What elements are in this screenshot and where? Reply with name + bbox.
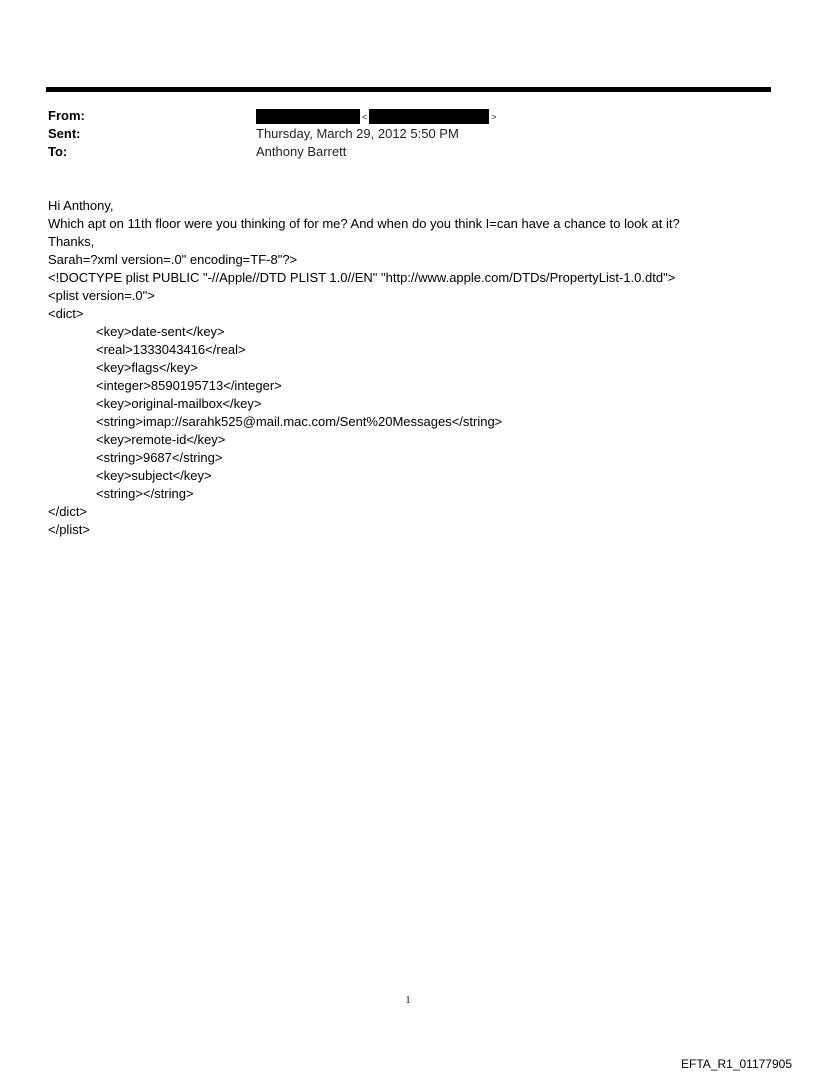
sent-label: Sent: [48, 126, 81, 141]
body-line: Thanks, [48, 234, 95, 249]
from-row [48, 107, 768, 125]
to-row [48, 143, 768, 161]
body-line: <key>subject</key> [96, 468, 212, 483]
body-line: <key>date-sent</key> [96, 324, 225, 339]
body-line: <key>flags</key> [96, 360, 198, 375]
from-open-bracket: < [362, 111, 368, 122]
body-line: <plist version=.0"> [48, 288, 155, 303]
email-header [48, 107, 768, 161]
from-label: From: [48, 108, 85, 123]
body-line: <!DOCTYPE plist PUBLIC "-//Apple//DTD PLIST 1.0//EN" "http://www.apple.com/DTDs/PropertyList-1.0.dtd"> [48, 270, 676, 285]
body-line: Hi Anthony, [48, 198, 114, 213]
body-line: <string>9687</string> [96, 450, 223, 465]
body-line: <key>original-mailbox</key> [96, 396, 262, 411]
to-label: To: [48, 144, 68, 159]
body-line: <integer>8590195713</integer> [96, 378, 282, 393]
body-line: <key>remote-id</key> [96, 432, 226, 447]
body-line: <string>imap://sarahk525@mail.mac.com/Sent%20Messages</string> [96, 414, 503, 429]
body-line: Sarah=?xml version=.0" encoding=TF-8"?> [48, 252, 298, 267]
body-line: Which apt on 11th floor were you thinking of for me? And when do you think I=can have a chance to look at it? [48, 216, 680, 231]
page-number: 1 [405, 995, 411, 1006]
body-line: <string></string> [96, 486, 194, 501]
to-value: Anthony Barrett [256, 144, 347, 159]
body-line: <real>1333043416</real> [96, 342, 246, 357]
from-close-bracket: > [491, 111, 497, 122]
redaction-box [256, 109, 360, 124]
document-id: EFTA_R1_01177905 [681, 1057, 792, 1071]
sent-value: Thursday, March 29, 2012 5:50 PM [256, 126, 459, 141]
body-line: <dict> [48, 306, 84, 321]
redaction-box [369, 109, 489, 124]
header-rule [46, 87, 771, 92]
from-value [256, 107, 499, 126]
email-body [48, 197, 778, 539]
body-line: </plist> [48, 522, 90, 537]
body-line: </dict> [48, 504, 88, 519]
sent-row [48, 125, 768, 143]
